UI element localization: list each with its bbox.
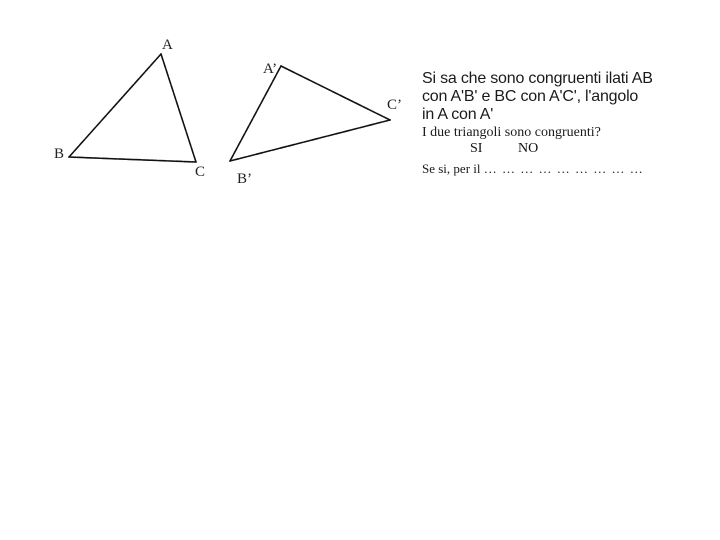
side-c-prime-b-prime [230, 120, 390, 161]
side-bc [69, 157, 196, 162]
vertex-label-b-prime: B’ [237, 171, 252, 187]
answer-options [422, 141, 712, 157]
followup-line [422, 161, 712, 177]
side-ca [161, 54, 196, 162]
side-b-prime-a-prime [230, 66, 281, 161]
statement-line-2: con A'B' e BC con A'C', l'angolo [422, 88, 639, 105]
side-a-prime-c-prime [281, 66, 390, 120]
answer-no: NO [518, 141, 539, 156]
statement-line-3: in A con A' [422, 106, 494, 123]
vertex-label-a-prime: A’ [263, 61, 278, 77]
vertex-label-c-prime: C’ [387, 97, 402, 113]
vertex-label-a: A [162, 37, 173, 53]
followup-prefix: Se si, per il [422, 161, 481, 176]
answer-yes: SI [470, 141, 483, 156]
followup-blank: … … … … … … … … … [483, 161, 644, 176]
statement-line-1: Si sa che sono congruenti ilati AB [422, 70, 653, 87]
vertex-label-c: C [195, 164, 206, 180]
triangle-prime [230, 61, 402, 187]
vertex-label-b: B [54, 146, 65, 162]
side-ab [69, 54, 161, 157]
question-text: I due triangoli sono congruenti? [422, 125, 601, 140]
problem-text [422, 70, 712, 177]
triangle-abc [54, 37, 205, 180]
